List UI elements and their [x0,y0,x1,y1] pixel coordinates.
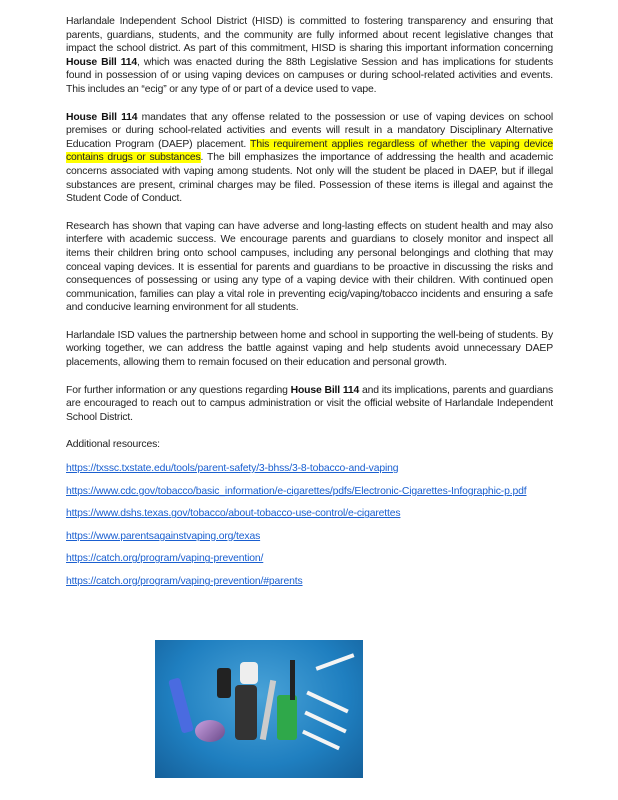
paragraph-contact [66,384,553,425]
bill-name: House Bill 114 [66,111,138,123]
document-body [66,15,553,598]
paragraph-mandate [66,111,553,206]
text: Harlandale Independent School District (HISD) is committed to fostering transparency and ensuring that parents, guardians, students, and the community are fully informed about recent legislative changes that impact the school district. As part of this commitment, HISD is sharing this important information concerning [66,16,553,55]
text: and its implications, parents and guardians are encouraged to reach out to campus administration or visit the official website of Harlandale Independent School District. [66,384,554,423]
resource-link-parents-against-vaping[interactable]: https://www.parentsagainstvaping.org/texas [66,530,261,542]
resource-link-catch-parents[interactable]: https://catch.org/program/vaping-prevention/#parents [66,576,303,587]
paragraph-research: Research has shown that vaping can have adverse and long-lasting effects on student health and may also interfere with academic success. We encourage parents and guardians to closely monitor and inspect all items their children bring onto school campuses, including any personal belongings and clothing that may conceal vaping devices. It is essential for parents and guardians to be proactive in discussing the risks and consequences of possessing or using any type of a vaping device with their children. With continued open communication, families can play a vital role in preventing ecig/vaping/tobacco incidents and ensuring a safe and conducive learning environment for all students. [66,220,553,314]
resource-link-txssc[interactable]: https://txssc.txstate.edu/tools/parent-safety/3-bhss/3-8-tobacco-and-vaping [66,463,399,475]
resource-link-dshs[interactable]: https://www.dshs.texas.gov/tobacco/about-tobacco-use-control/e-cigarettes [66,508,401,520]
bill-name: House Bill 114 [66,56,138,68]
resource-link-cdc[interactable]: https://www.cdc.gov/tobacco/basic_information/e-cigarettes/pdfs/Electronic-Cigarettes-Infographic-p.pdf [66,485,527,497]
highlighted-text: This requirement applies regardless of whether the vaping device contains drugs or substances [66,138,553,164]
text: , which was enacted during the 88th Legislative Session and has implications for students found in possession of or using vaping devices on campuses or during school-related activities and events. This includes an “ecig” or any type of or part of a device used to vape. [66,56,553,95]
text: For further information or any questions regarding [66,384,291,396]
paragraph-partnership: Harlandale ISD values the partnership between home and school in supporting the well-being of students. By working together, we can address the battle against vaping and help students avoid unnecessary DAEP placements, allowing them to remain focused on their education and personal growth. [66,329,553,369]
paragraph-intro [66,15,553,97]
text: . The bill emphasizes the importance of addressing the health and academic concerns associated with vaping among students. Not only will the student be placed in DAEP, but if illegal substances are present, criminal charges may be filed. Possession of these items is illegal and against the Student Code of Conduct. [66,152,553,205]
resources-heading: Additional resources: [66,439,160,451]
bill-name: House Bill 114 [290,384,360,396]
text: mandates that any offense related to the possession or use of vaping devices on school premises or during school-related activities and events will result in a mandatory Disciplinary Alternative Education Program (DAEP) placement. [66,111,553,150]
resource-link-catch[interactable]: https://catch.org/program/vaping-prevention/ [66,553,264,565]
vaping-devices-photo [155,640,363,778]
